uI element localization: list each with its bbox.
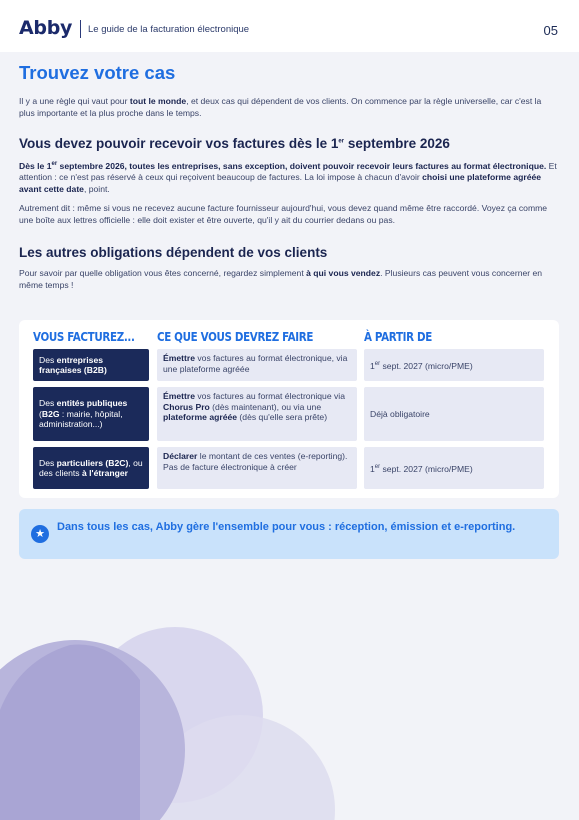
decorative-shapes (0, 600, 579, 820)
abby-callout (19, 509, 559, 559)
section-heading-reception: Vous devez pouvoir recevoir vos factures dès le 1er septembre 2026 (19, 136, 450, 151)
intro-paragraph: Il y a une règle qui vaut pour tout le monde, et deux cas qui dépendent de vos clients. On commence par la règle universelle, car c'est la plus importante et la plus proche dans le temps. (19, 96, 542, 118)
column-header-who: VOUS FACTUREZ... (33, 330, 135, 344)
guide-title: Le guide de la facturation électronique (88, 24, 250, 35)
page-header (0, 0, 579, 52)
table-row-b2b-when: 1er sept. 2027 (micro/PME) (364, 349, 544, 381)
table-row-b2c-who: Des particuliers (B2C), ou des clients à l'étranger (33, 447, 149, 489)
abby-logo: Abby (19, 17, 73, 39)
page-number: 05 (543, 23, 558, 38)
table-row-b2g-when: Déjà obligatoire (364, 387, 544, 441)
callout-text: Dans tous les cas, Abby gère l'ensemble pour vous : réception, émission et e-reporting. (57, 521, 516, 533)
obligations-table (19, 320, 559, 498)
table-row-b2g-who: Des entités publiques (B2G : mairie, hôpital, administration...) (33, 387, 149, 441)
section-heading-obligations: Les autres obligations dépendent de vos clients (19, 245, 328, 261)
table-row-b2c-what: Déclarer le montant de ces ventes (e-reporting). Pas de facture électronique à créer (157, 447, 357, 489)
column-header-what: CE QUE VOUS DEVREZ FAIRE (157, 330, 314, 344)
table-row-b2g-what: Émettre vos factures au format électronique via Chorus Pro (dès maintenant), ou via une plateforme agréée (dès qu'elle sera prête) (157, 387, 357, 441)
table-row-b2c-when: 1er sept. 2027 (micro/PME) (364, 447, 544, 489)
reception-paragraph: Dès le 1er septembre 2026, toutes les entreprises, sans exception, doivent pouvoir recevoir leurs factures au format électronique. Et attention : ce n'est pas réservé à ceux qui reçoivent beaucoup de factures. La loi impose à chacun d'avoir choisi une plateforme agréée avant cette date, point. (19, 160, 557, 194)
page-title: Trouvez votre cas (19, 62, 176, 83)
star-icon: ★ (31, 525, 49, 543)
table-row-b2b-what: Émettre vos factures au format électronique, via une plateforme agréée (157, 349, 357, 381)
main-content (19, 62, 559, 291)
column-header-when: À PARTIR DE (364, 330, 432, 344)
obligations-paragraph: Pour savoir par quelle obligation vous êtes concerné, regardez simplement à qui vous vendez. Plusieurs cas peuvent vous concerner en même temps ! (19, 268, 543, 290)
header-divider (80, 20, 81, 38)
mailbox-paragraph: Autrement dit : même si vous ne recevez aucune facture fournisseur aujourd'hui, vous devez quand même être raccordé. Voyez ça comme une boîte aux lettres officielle : elle doit exister et être ouverte, qu'il y ait du courrier dedans ou pas. (19, 203, 548, 225)
table-row-b2b-who: Des entreprises françaises (B2B) (33, 349, 149, 381)
